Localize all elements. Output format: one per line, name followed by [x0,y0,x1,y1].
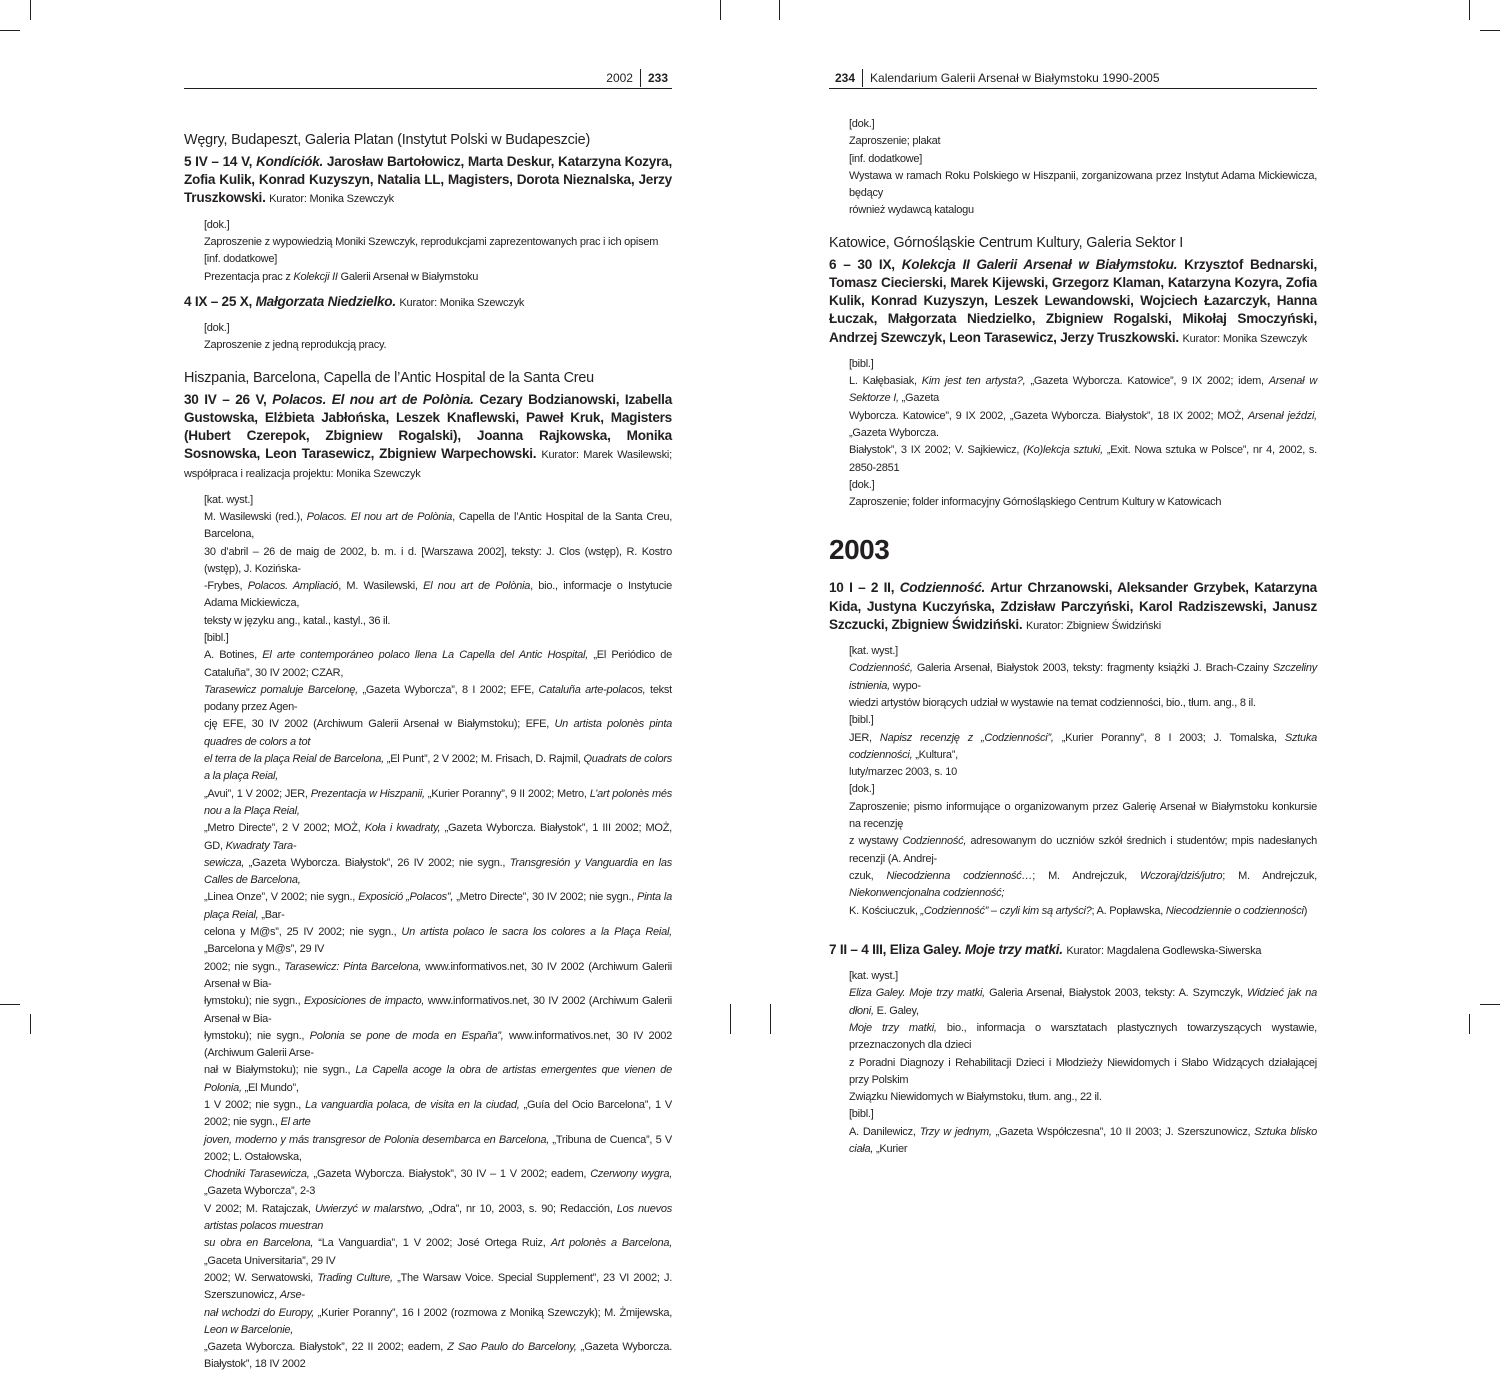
reference-line: [bibl.] [849,714,874,727]
reference-line: wiedzi artystów biorących udział w wystawie na temat codzienności, bio., tłum. ang., 8 il. [849,696,1256,709]
reference-line: teksty w języku ang., katal., kastyl., 36 il. [204,614,391,627]
documentation-block [204,320,672,355]
reference-line: Eliza Galey. Moje trzy matki, Galeria Arsenał, Białystok 2003, teksty: A. Szymczyk, Widzieć jak na dłoni, E. Galey, [849,987,1317,1017]
doc-line [204,269,672,286]
crop-mark [720,0,721,20]
reference-line: Wystawa w ramach Roku Polskiego w Hiszpanii, zorganizowana przez Instytut Adama Mickiewicza, będący [849,169,1317,200]
exhibition-curator: Kurator: Zbigniew Świdziński [1025,619,1161,632]
reference-line: Wyborcza. Katowice”, 9 IX 2002, „Gazeta Wyborcza. Białystok”, 18 IX 2002; MOŻ, Arsenał jeździ, „Gazeta Wyborcza. [849,409,1317,439]
reference-line: łymstoku); nie sygn., Polonia se pone de moda en España”, www.informativos.net, 30 IV 2002 (Archiwum Galerii Arse- [204,1029,672,1060]
reference-line: „Linea Onze”, V 2002; nie sygn., Exposició „Polacos”, „Metro Directe”, 30 IV 2002; nie sygn., Pinta la plaça Reial, „Bar- [204,891,672,921]
reference-line: sewicza, „Gazeta Wyborcza. Białystok”, 26 IV 2002; nie sygn., Transgresión y Vanguardia en las Calles de Barcelona, [204,856,672,887]
crop-mark [30,1014,31,1034]
exhibition-date: 10 I – 2 II, [829,580,895,596]
exhibition-artists: Jarosław Bartołowicz, Marta Deskur, Katarzyna Kozyra, Zofia Kulik, Konrad Kuzyszyn, Natalia LL, Magisters, Dorota Nieznalska, Jerzy Truszkowski. [184,154,672,206]
reference-line: Moje trzy matki, bio., informacja o warsztatach plastycznych towarzyszących wystawie, przeznaczonych dla dzieci [849,1021,1317,1052]
left-page [184,0,673,1371]
reference-line: su obra en Barcelona, “La Vanguardia”, 1 V 2002; José Ortega Ruiz, Art polonès a Barcelona, „Gaceta Universitaria”, 29 IV [204,1237,672,1267]
reference-line: el terra de la plaça Reial de Barcelona, „El Punt”, 2 V 2002; M. Frisach, D. Rajmil, Quadrats de colors a la plaça Reial, [204,753,673,783]
venue-heading: Katowice, Górnośląskie Centrum Kultury, Galeria Sektor I [829,234,1184,251]
crop-mark [30,0,31,20]
exhibition-artists: Cezary Bodzianowski, Izabella Gustowska, Elżbieta Jabłońska, Leszek Knaflewski, Paweł Kruk, Magisters (Hubert Czerepok, Zbigniew Rogalski), Joanna Rajkowska, Monika Sosnowska, Leon Tarasewicz, Zbigniew Warpechowski. [184,391,673,462]
reference-line: „Avui”, 1 V 2002; JER, Prezentacja w Hiszpanii, „Kurier Poranny”, 9 II 2002; Metro, L’art polonès més nou a la Plaça Reial, [204,787,672,817]
crop-mark [770,1004,771,1034]
reference-line: nał w Białymstoku); nie sygn., La Capella acoge la obra de artistas emergentes que vienen de Polonia, „El Mundo”, [204,1064,672,1094]
running-head-year: 2002 [606,69,641,87]
exhibition-title: Kondíciók. [256,154,324,169]
crop-mark [0,1004,20,1005]
reference-line: V 2002; M. Ratajczak, Uwierzyć w malarstwo, „Odra”, nr 10, 2003, s. 90; Redacción, Los nuevos artistas polacos muestran [204,1202,673,1233]
reference-line: cję EFE, 30 IV 2002 (Archiwum Galerii Arsenał w Białymstoku); EFE, Un artista polonès pinta quadres de colors a tot [204,718,673,748]
crop-mark [0,30,20,31]
reference-line: luty/marzec 2003, s. 10 [849,766,957,779]
reference-line: 1 V 2002; nie sygn., La vanguardia polaca, de visita en la ciudad, „Guía del Ocio Barcelona”, 1 V 2002; nie sygn., El arte [204,1099,672,1129]
doc-text: Prezentacja prac z [204,270,294,283]
reference-line: A. Botines, El arte contemporáneo polaco llena La Capella del Antic Hospital, „El Periódico de Cataluña”, 30 IV 2002; CZAR, [204,649,672,679]
reference-line: [dok.] [849,783,875,796]
reference-line: Chodniki Tarasewicza, „Gazeta Wyborcza. Białystok”, 30 IV – 1 V 2002; eadem, Czerwony wygra, „Gazeta Wyborcza”, 2-3 [204,1168,672,1198]
crop-mark [1469,0,1470,20]
exhibition-title: Moje trzy matki. [964,941,1063,957]
reference-line: nał wchodzi do Europy, „Kurier Poranny”, 16 I 2002 (rozmowa z Moniką Szewczyk); M. Żmijewska, Leon w Barcelonie, [204,1306,672,1336]
crop-mark [779,0,780,20]
reference-line: Zaproszenie; pismo informujące o organizowanym przez Galerię Arsenał w Białymstoku konkursie na recenzję [849,800,1317,831]
running-head [184,69,672,89]
exhibition-date: 6 – 30 IX, [829,256,895,272]
right-page [829,0,1318,1155]
reference-line: „Gazeta Wyborcza. Białystok”, 22 II 2002; eadem, Z Sao Paulo do Barcelony, „Gazeta Wyborcza. Białystok”, 18 IV 2002 [204,1341,673,1371]
reference-line: [bibl.] [204,631,229,644]
reference-line: A. Danilewicz, Trzy w jednym, „Gazeta Współczesna”, 10 II 2003; J. Szerszunowicz, Sztuka blisko ciała, „Kurier [849,1125,1318,1155]
page-number: 233 [647,71,668,85]
crop-mark [1469,1014,1470,1034]
exhibition-title: Polacos. El nou art de Polònia. [272,391,474,407]
spacer [829,927,1317,941]
doc-text: Galerii Arsenał w Białymstoku [337,270,479,283]
reference-line: Zaproszenie; folder informacyjny Górnośląskiego Centrum Kultury w Katowicach [849,496,1222,509]
exhibition-date: 30 IV – 26 V, [184,391,267,407]
venue-heading: Hiszpania, Barcelona, Capella de l’Antic Hospital de la Santa Creu [184,369,594,386]
exhibition-entry [184,153,672,209]
doc-line: [dok.] [204,322,230,334]
exhibition-title: Małgorzata Niedzielko. [255,293,396,309]
exhibition-curator: Kurator: Monika Szewczyk [1182,332,1308,345]
bibliography-block [849,968,1317,1158]
page-number: 234 [835,69,863,87]
exhibition-artist: Eliza Galey. [889,941,962,957]
reference-line: -Frybes, Polacos. Ampliació, M. Wasilewski, El nou art de Polònia, bio., informacje o Instytucie Adama Mickiewicza, [204,580,672,610]
exhibition-title: Codzienność. [899,580,986,596]
exhibition-entry [184,293,672,312]
right-page-content [829,116,1317,1165]
exhibition-date: 7 II – 4 III, [829,941,887,957]
documentation-block [849,116,1317,220]
reference-line: Białystok”, 3 IX 2002; V. Sajkiewicz, (Ko)lekcja sztuki, „Exit. Nowa sztuka w Polsce”, nr 4, 2002, s. 2850-2851 [849,444,1317,474]
venue-heading: Węgry, Budapeszt, Galeria Platan (Instytut Polski w Budapeszcie) [184,132,591,148]
left-page-content [184,130,672,1381]
documentation-block [204,217,672,286]
reference-line: [kat. wyst.] [849,645,898,658]
reference-line: [kat. wyst.] [204,493,253,506]
reference-line: Codzienność, Galeria Arsenał, Białystok 2003, teksty: fragmenty książki J. Brach-Czainy Szczeliny istnienia, wypo- [849,662,1317,692]
reference-line: 30 d’abril – 26 de maig de 2002, b. m. i d. [Warszawa 2002], teksty: J. Clos (wstęp), R. Kostro (wstęp), J. Kozińska- [204,545,672,575]
bibliography-block [204,492,672,1374]
exhibition-curator: Kurator: Marek Wasilewski; współpraca i realizacja projektu: Monika Szewczyk [184,449,672,481]
reference-line: 2002; W. Serwatowski, Trading Culture, „The Warsaw Voice. Special Supplement”, 23 VI 2002; J. Szerszunowicz, Arse- [204,1271,672,1302]
exhibition-curator: Kurator: Monika Szewczyk [269,193,394,206]
doc-italic-text: Kolekcji II [293,270,338,283]
reference-line: łymstoku); nie sygn., Exposiciones de impacto, www.informativos.net, 30 IV 2002 (Archiwum Galerii Arsenał w Bia- [204,995,673,1025]
exhibition-date: 5 IV – 14 V, [184,154,253,169]
reference-line: [inf. dodatkowe] [849,152,923,165]
reference-line: „Metro Directe”, 2 V 2002; MOŻ, Koła i kwadraty, „Gazeta Wyborcza. Białystok”, 1 III 2002; MOŻ, GD, Kwadraty Tara- [204,822,672,852]
exhibition-artists: Krzysztof Bednarski, Tomasz Ciecierski, Marek Kijewski, Grzegorz Klaman, Katarzyna Kozyra, Zofia Kulik, Konrad Kuzyszyn, Leszek Lewandowski, Wojciech Łazarczyk, Hanna Łuczak, Małgorzata Niedzielko, Zbigniew Rogalski, Mikołaj Smoczyński, Andrzej Szewczyk, Leon Tarasewicz, Jerzy Truszkowski. [829,256,1318,345]
reference-line: [dok.] [849,478,875,491]
crop-mark [1480,1004,1500,1005]
reference-line: joven, moderno y más transgresor de Polonia desembarca en Barcelona, „Tribuna de Cuenca”, 5 V 2002; L. Ostałowska, [204,1133,672,1163]
reference-line: [dok.] [849,118,875,130]
reference-line: M. Wasilewski (red.), Polacos. El nou art de Polònia, Capella de l’Antic Hospital de la Santa Creu, Barcelona, [204,510,672,541]
doc-line: [dok.] [204,218,230,231]
reference-line: JER, Napisz recenzję z „Codzienności”, „Kurier Poranny”, 8 I 2003; J. Tomalska, Sztuka codzienności, „Kultura”, [849,731,1317,761]
doc-line: Zaproszenie z jedną reprodukcją pracy. [204,339,387,352]
exhibition-entry [829,256,1317,348]
reference-line: 2002; nie sygn., Tarasewicz: Pinta Barcelona, www.informativos.net, 30 IV 2002 (Archiwum Galerii Arsenał w Bia- [204,960,672,990]
running-head [829,69,1317,89]
reference-line: K. Kościuczuk, „Codzienność” – czyli kim są artyści?; A. Popławska, Niecodziennie o codzienności) [849,904,1308,917]
exhibition-date: 4 IX – 25 X, [184,293,253,309]
exhibition-entry [829,941,1317,960]
reference-line: L. Kałębasiak, Kim jest ten artysta?, „Gazeta Wyborcza. Katowice”, 9 IX 2002; idem, Arsenał w Sektorze I, „Gazeta [849,375,1318,405]
reference-line: [bibl.] [849,357,874,370]
reference-line: z wystawy Codzienność, adresowanym do uczniów szkół średnich i studentów; mpis nadesłanych recenzji (A. Andrej- [849,835,1317,865]
reference-line: [bibl.] [849,1108,874,1121]
exhibition-curator: Kurator: Magdalena Godlewska-Siwerska [1066,944,1262,957]
doc-line: Zaproszenie z wypowiedzią Moniki Szewczyk, reprodukcjami zaprezentowanych prac i ich opisem [204,235,659,248]
reference-line: Tarasewicz pomaluje Barcelonę, „Gazeta Wyborcza”, 8 I 2002; EFE, Cataluña arte-polacos, tekst podany przez Agen- [204,683,672,714]
year-heading: 2003 [829,534,890,566]
crop-mark [1480,30,1500,31]
bibliography-block [849,643,1317,920]
reference-line: czuk, Niecodzienna codzienność…; M. Andrejczuk, Wczoraj/dziś/jutro; M. Andrejczuk, Niekonwencjonalna codzienność; [849,869,1317,900]
reference-line: celona y M@s”, 25 IV 2002; nie sygn., Un artista polaco le sacra los colores a la Plaça Reial, „Barcelona y M@s”, 29 IV [204,926,672,956]
reference-line: z Poradni Diagnozy i Rehabilitacji Dzieci i Młodzieży Niewidomych i Słabo Widzących działającej przy Polskim [849,1056,1317,1086]
exhibition-curator: Kurator: Monika Szewczyk [399,296,525,309]
exhibition-artists: Artur Chrzanowski, Aleksander Grzybek, Katarzyna Kida, Justyna Kuczyńska, Zdzisław Parczyński, Karol Radziszewski, Janusz Szczucki, Zbigniew Świdziński. [829,580,1317,632]
running-head-title: Kalendarium Galerii Arsenał w Białymstoku 1990-2005 [870,71,1160,85]
reference-line: Związku Niewidomych w Białymstoku, tłum. ang., 22 il. [849,1091,1102,1104]
doc-line: [inf. dodatkowe] [204,253,278,266]
reference-line: Zaproszenie; plakat [849,135,941,148]
reference-line: [kat. wyst.] [849,970,898,983]
bibliography-block [849,356,1317,512]
exhibition-entry [184,391,672,484]
crop-mark [730,1004,731,1034]
reference-line: również wydawcą katalogu [849,204,974,217]
exhibition-entry [829,579,1317,635]
exhibition-title: Kolekcja II Galerii Arsenał w Białymstoku. [901,256,1178,272]
